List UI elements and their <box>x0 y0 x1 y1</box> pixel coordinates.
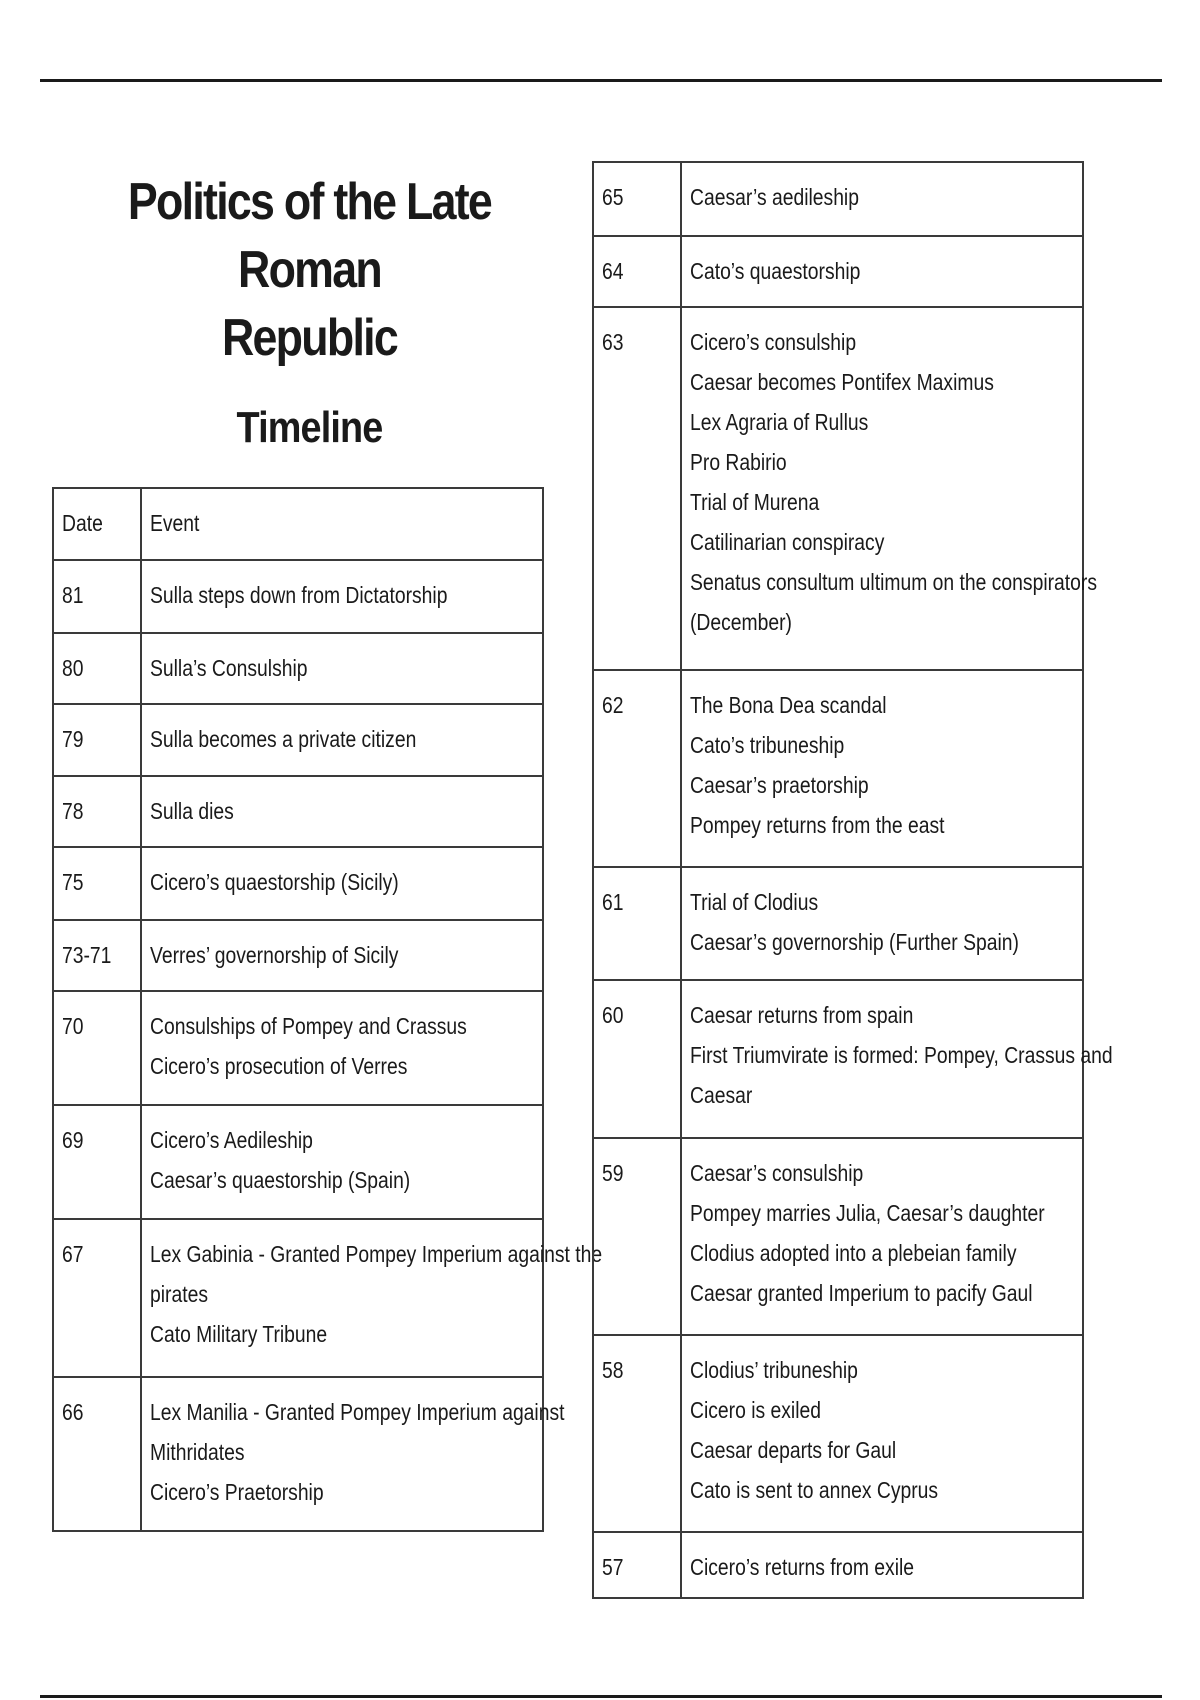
event-line <box>150 791 534 831</box>
event-cell <box>681 1335 1083 1532</box>
event-line <box>690 805 1074 845</box>
event-text: Trial of Murena <box>690 489 820 515</box>
event-text: Lex Manilia - Granted Pompey Imperium against <box>150 1399 565 1425</box>
page-title <box>88 168 531 372</box>
date-cell <box>53 1105 141 1219</box>
event-cell <box>681 670 1083 867</box>
table-row <box>593 1532 1083 1598</box>
date-cell <box>53 776 141 847</box>
event-cell <box>681 1138 1083 1335</box>
date-cell <box>53 704 141 776</box>
date-cell <box>53 1219 141 1377</box>
date-cell <box>593 1138 681 1335</box>
event-date: 57 <box>602 1554 624 1580</box>
event-cell <box>141 776 543 847</box>
event-text: pirates <box>150 1281 208 1307</box>
timeline-table-right <box>592 161 1113 1599</box>
event-text: Consulships of Pompey and Crassus <box>150 1013 467 1039</box>
event-cell <box>141 1219 603 1377</box>
event-date: 61 <box>602 889 624 915</box>
table-row <box>53 1105 543 1219</box>
event-cell <box>141 560 543 633</box>
event-cell <box>141 633 543 704</box>
event-text: Caesar granted Imperium to pacify Gaul <box>690 1280 1033 1306</box>
event-line <box>690 562 1098 602</box>
event-line <box>690 995 1074 1035</box>
event-line <box>150 1472 534 1512</box>
event-cell <box>141 1105 543 1219</box>
event-cell <box>141 1377 565 1531</box>
event-text: Caesar’s consulship <box>690 1160 864 1186</box>
event-text: Caesar returns from spain <box>690 1002 914 1028</box>
table-row <box>53 1377 543 1531</box>
event-line <box>690 602 1074 642</box>
event-text: Cato Military Tribune <box>150 1321 328 1347</box>
event-cell <box>141 991 543 1105</box>
event-text: Sulla’s Consulship <box>150 655 308 681</box>
event-date: 69 <box>62 1127 84 1153</box>
table-row <box>593 236 1083 307</box>
event-line <box>690 765 1074 805</box>
event-text: Caesar <box>690 1082 753 1108</box>
table-row <box>53 776 543 847</box>
table-row <box>53 991 543 1105</box>
event-text: Clodius’ tribuneship <box>690 1357 858 1383</box>
event-line <box>690 522 1074 562</box>
event-line <box>690 1350 1074 1390</box>
event-line <box>690 1390 1074 1430</box>
event-date: 59 <box>602 1160 624 1186</box>
event-cell <box>681 162 1083 236</box>
event-text: Caesar becomes Pontifex Maximus <box>690 369 994 395</box>
page-title-line-2: Republic <box>221 309 398 367</box>
event-cell <box>681 307 1098 670</box>
date-cell <box>53 1377 141 1531</box>
event-date: 78 <box>62 798 84 824</box>
event-text: Sulla becomes a private citizen <box>150 726 417 752</box>
event-date: 80 <box>62 655 84 681</box>
table-header-row <box>53 488 543 560</box>
event-date: 70 <box>62 1013 84 1039</box>
event-line <box>690 1470 1074 1510</box>
event-text: Catilinarian conspiracy <box>690 529 885 555</box>
date-cell <box>593 236 681 307</box>
date-cell <box>593 162 681 236</box>
event-date: 63 <box>602 329 624 355</box>
event-text: Pompey marries Julia, Caesar’s daughter <box>690 1200 1045 1226</box>
event-cell <box>681 1532 1083 1598</box>
event-date: 73-71 <box>62 942 112 968</box>
table-row <box>53 560 543 633</box>
table-row <box>593 1138 1083 1335</box>
date-cell <box>593 1532 681 1598</box>
event-header: Event <box>150 510 200 536</box>
top-rule <box>40 79 1162 82</box>
event-text: Caesar’s aedileship <box>690 184 859 210</box>
event-line <box>150 1006 534 1046</box>
event-text: Verres’ governorship of Sicily <box>150 942 399 968</box>
table-row <box>53 847 543 920</box>
event-text: Senatus consultum ultimum on the conspirators <box>690 569 1098 595</box>
page-title-line-1: Politics of the Late Roman <box>127 173 492 299</box>
event-date: 60 <box>602 1002 624 1028</box>
event-date: 65 <box>602 184 624 210</box>
event-text: Caesar’s praetorship <box>690 772 869 798</box>
event-text: Pompey returns from the east <box>690 812 945 838</box>
event-line <box>690 882 1074 922</box>
event-line <box>150 1046 534 1086</box>
event-line <box>150 1392 565 1432</box>
date-cell <box>53 633 141 704</box>
event-text: Cato’s tribuneship <box>690 732 845 758</box>
event-line <box>690 1075 1074 1115</box>
event-cell <box>141 847 543 920</box>
event-line <box>150 862 534 902</box>
date-cell <box>53 920 141 991</box>
date-cell <box>593 867 681 980</box>
event-line <box>150 1120 534 1160</box>
event-line <box>690 362 1074 402</box>
table-row <box>593 980 1083 1138</box>
event-text: Cicero’s prosecution of Verres <box>150 1053 408 1079</box>
event-text: Cicero’s Praetorship <box>150 1479 324 1505</box>
timeline-table-left <box>52 487 603 1532</box>
event-date: 64 <box>602 258 624 284</box>
event-line <box>690 1193 1074 1233</box>
event-line <box>690 1153 1074 1193</box>
event-line <box>690 1430 1074 1470</box>
event-text: The Bona Dea scandal <box>690 692 887 718</box>
event-text: First Triumvirate is formed: Pompey, Crassus and <box>690 1042 1113 1068</box>
event-text: Clodius adopted into a plebeian family <box>690 1240 1017 1266</box>
event-text: Cicero’s quaestorship (Sicily) <box>150 869 399 895</box>
event-line <box>150 719 534 759</box>
event-text: Cato is sent to annex Cyprus <box>690 1477 939 1503</box>
event-text: Caesar’s quaestorship (Spain) <box>150 1167 411 1193</box>
table-row <box>593 162 1083 236</box>
date-cell <box>593 980 681 1138</box>
timeline-table-left-body <box>53 488 603 1531</box>
event-date: 67 <box>62 1241 84 1267</box>
event-text: Caesar departs for Gaul <box>690 1437 897 1463</box>
table-row <box>593 670 1083 867</box>
event-line <box>690 1035 1113 1075</box>
date-cell <box>593 670 681 867</box>
date-cell <box>53 847 141 920</box>
event-line <box>150 935 534 975</box>
event-text: Cicero is exiled <box>690 1397 822 1423</box>
event-line <box>690 725 1074 765</box>
page-subtitle: Timeline <box>236 403 383 452</box>
event-line <box>690 251 1074 291</box>
event-cell <box>681 867 1083 980</box>
date-header-cell <box>53 488 141 560</box>
date-cell <box>593 1335 681 1532</box>
event-text: Sulla dies <box>150 798 234 824</box>
event-line <box>150 648 534 688</box>
event-line <box>150 1160 534 1200</box>
event-line <box>690 1547 1074 1587</box>
event-date: 58 <box>602 1357 624 1383</box>
event-line <box>690 1273 1074 1313</box>
date-header: Date <box>62 510 103 536</box>
event-line <box>150 1432 534 1472</box>
table-row <box>53 920 543 991</box>
event-text: (December) <box>690 609 792 635</box>
event-line <box>690 1233 1074 1273</box>
table-row <box>53 1219 543 1377</box>
event-line <box>150 575 534 615</box>
date-cell <box>593 307 681 670</box>
event-line <box>690 922 1074 962</box>
event-cell <box>681 980 1113 1138</box>
event-text: Cicero’s Aedileship <box>150 1127 313 1153</box>
event-text: Pro Rabirio <box>690 449 787 475</box>
event-line <box>690 482 1074 522</box>
event-date: 79 <box>62 726 84 752</box>
event-header-cell <box>141 488 543 560</box>
table-row <box>593 1335 1083 1532</box>
event-text: Lex Agraria of Rullus <box>690 409 869 435</box>
date-cell <box>53 991 141 1105</box>
event-line <box>150 1314 534 1354</box>
event-date: 62 <box>602 692 624 718</box>
event-line <box>690 685 1074 725</box>
table-row <box>593 867 1083 980</box>
event-text: Caesar’s governorship (Further Spain) <box>690 929 1019 955</box>
event-text: Lex Gabinia - Granted Pompey Imperium against the <box>150 1241 603 1267</box>
event-cell <box>141 920 543 991</box>
event-line <box>150 1234 603 1274</box>
timeline-table-right-body <box>593 162 1113 1598</box>
table-row <box>53 704 543 776</box>
date-cell <box>53 560 141 633</box>
bottom-rule <box>40 1695 1162 1698</box>
event-date: 81 <box>62 582 84 608</box>
event-line <box>690 177 1074 217</box>
event-text: Trial of Clodius <box>690 889 819 915</box>
event-text: Cato’s quaestorship <box>690 258 861 284</box>
event-text: Cicero’s returns from exile <box>690 1554 915 1580</box>
event-text: Cicero’s consulship <box>690 329 857 355</box>
event-cell <box>141 704 543 776</box>
event-line <box>690 442 1074 482</box>
table-row <box>593 307 1083 670</box>
event-line <box>690 322 1074 362</box>
event-date: 75 <box>62 869 84 895</box>
table-row <box>53 633 543 704</box>
event-line <box>150 1274 534 1314</box>
event-text: Mithridates <box>150 1439 245 1465</box>
event-text: Sulla steps down from Dictatorship <box>150 582 448 608</box>
event-line <box>690 402 1074 442</box>
event-date: 66 <box>62 1399 84 1425</box>
event-cell <box>681 236 1083 307</box>
